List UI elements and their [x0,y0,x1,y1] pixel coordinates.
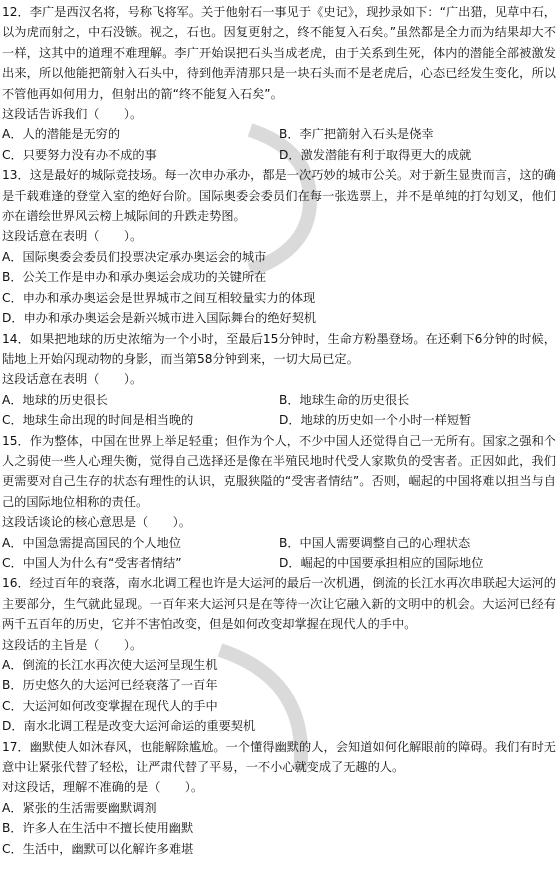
exam-page [2,2,556,859]
option-d[interactable]: D．申办和承办奥运会是新兴城市进入国际舞台的绝好契机 [2,311,317,326]
question-14 [2,329,556,431]
option-b[interactable]: B．历史悠久的大运河已经衰落了一百年 [2,678,218,693]
option-c[interactable]: C．申办和承办奥运会是世界城市之间互相较量实力的体现 [2,290,316,305]
options-row [2,410,556,430]
option-d[interactable]: D．崛起的中国要承担相应的国际地位 [279,555,484,570]
option-b[interactable]: B．许多人在生活中不擅长使用幽默 [2,821,194,836]
question-prompt: 这段话告诉我们（ ）。 [2,107,143,122]
option-a[interactable]: A．中国急需提高国民的个人地位 [2,535,181,550]
option-a[interactable]: A．紧张的生活需要幽默调剂 [2,800,157,815]
option-c[interactable]: C．只要努力没有办不成的事 [2,147,157,162]
option-a[interactable]: A．国际奥委会委员们投票决定承办奥运会的城市 [2,249,267,264]
question-text: 12．李广是西汉名将，号称飞将军。关于他射石一事见于《史记》，现抄录如下：“广出猎，见草中石，以为虎而射之，中石没镞。视之，石也。因复更射之，终不能复入石矣。”虽然都是全力而为结果却大不一样，这其中的道理不难理解。李广开始误把石头当成老虎，由于关系到生死，体内的潜能全部被激发出来，所以他能把箭射入石头中，待到他弄清那只是一块石头而不是老虎后，心态已经发生变化，所以不管他再如何用力，但射出的箭“终不能复入石矣”。 [2,5,556,101]
options-row [2,390,556,410]
option-c[interactable]: C．大运河如何改变掌握在现代人的手中 [2,698,218,713]
options-row [2,124,556,144]
option-b[interactable]: B．中国人需要调整自己的心理状态 [279,535,471,550]
option-c[interactable]: C．地球生命出现的时间是相当晚的 [2,413,194,428]
option-d[interactable]: D．南水北调工程是改变大运河命运的重要契机 [2,719,256,734]
option-a[interactable]: A．地球的历史很长 [2,392,108,407]
question-prompt: 这段话的主旨是（ ）。 [2,637,143,652]
option-b[interactable]: B．李广把箭射入石头是侥幸 [279,127,434,142]
option-b[interactable]: B．地球生命的历史很长 [279,392,410,407]
question-prompt: 这段话谈论的核心意思是（ ）。 [2,515,191,530]
question-13 [2,165,556,328]
question-prompt: 这段话意在表明（ ）。 [2,229,143,244]
question-15 [2,431,556,574]
option-c[interactable]: C．生活中，幽默可以化解许多难堪 [2,841,194,856]
option-a[interactable]: A．倒流的长江水再次使大运河呈现生机 [2,658,218,672]
options-row [2,145,556,165]
option-a[interactable]: A．人的潜能是无穷的 [2,127,121,142]
question-text: 17．幽默使人如沐春风，也能解除尴尬。一个懂得幽默的人，会知道如何化解眼前的障碍。我们有时无意中让紧张代替了轻松，让严肃代替了平易，一不小心就变成了无趣的人。 [2,739,556,775]
question-text: 15．作为整体，中国在世界上举足轻重；但作为个人，不少中国人还觉得自己一无所有。国家之强和个人之弱使一些人心理失衡，觉得自己选择还是像在半殖民地时代受人家欺负的受害者。正因如此，我们更需要对自己生存的状态有理性的认识，克服狭隘的“受害者情结”。否则，崛起的中国将难以担当与自己的国际地位相称的责任。 [2,433,556,509]
question-16 [2,573,556,736]
option-d[interactable]: D．激发潜能有利于取得更大的成就 [279,147,472,162]
options-row [2,553,556,573]
option-c[interactable]: C．中国人为什么有“受害者情结” [2,555,182,570]
option-b[interactable]: B．公关工作是申办和承办奥运会成功的关键所在 [2,270,267,285]
question-prompt: 这段话意在表明（ ）。 [2,372,143,387]
question-12 [2,2,556,165]
question-prompt: 对这段话，理解不准确的是（ ）。 [2,780,204,795]
option-d[interactable]: D．地球的历史如一个小时一样短暂 [279,413,472,428]
question-text: 13．这是最好的城际竞技场。每一次申办承办，都是一次巧妙的城市公关。对于新生显贵而言，这的确是千载难逢的登堂入室的绝好台阶。国际奥委会委员们在每一张选票上，并不是单纯的打勾划叉，他们亦在谱绘世界风云榜上城际间的升跌走势图。 [2,168,556,224]
options-row [2,533,556,553]
question-17 [2,737,556,859]
question-text: 14．如果把地球的历史浓缩为一个小时，至最后15分钟时，生命方粉墨登场。在还剩下6分钟的时候，陆地上开始闪现动物的身影，而当第58分钟到来，一切大局已定。 [2,331,556,366]
question-text: 16．经过百年的衰落，南水北调工程也许是大运河的最后一次机遇，倒流的长江水再次串联起大运河的主要部分，生气就此显现。一百年来大运河只是在等待一次让它融入新的文明中的机会。大运河已经有两千五百年的历史，它并不害怕改变，但是如何改变却掌握在现代人的手中。 [2,576,556,632]
